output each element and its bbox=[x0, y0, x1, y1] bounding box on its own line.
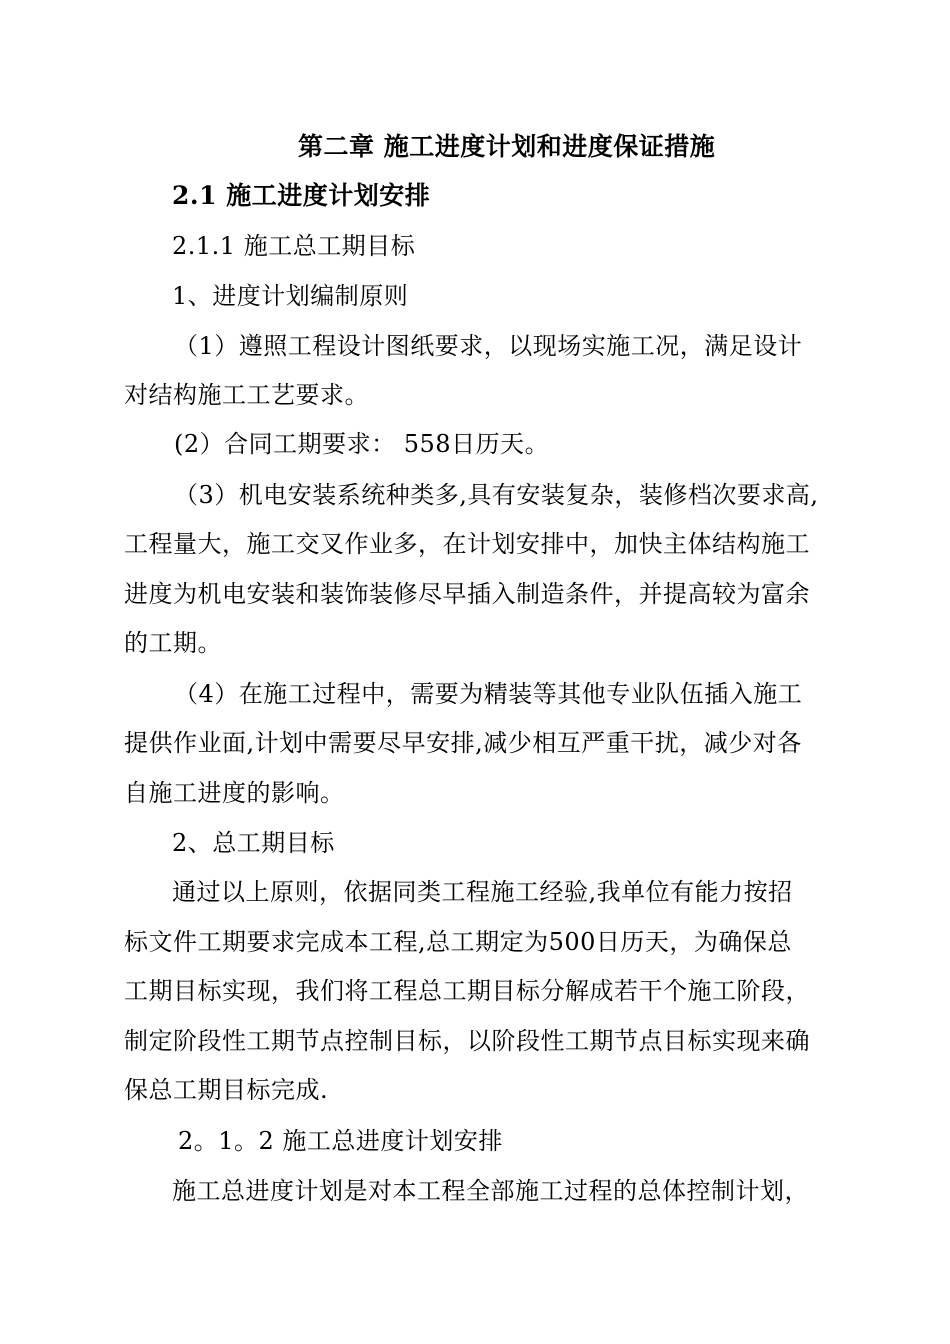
paragraph-line: 对结构施工工艺要求。 bbox=[124, 381, 369, 409]
chapter-title: 第二章 施工进度计划和进度保证措施 bbox=[298, 132, 716, 161]
paragraph-line: (2）合同工期要求： 558日历天。 bbox=[174, 430, 550, 458]
paragraph-line: 提供作业面,计划中需要尽早安排,减少相互严重干扰，减少对各 bbox=[124, 729, 802, 757]
paragraph-line: （4）在施工过程中，需要为精装等其他专业队伍插入施工 bbox=[174, 680, 803, 708]
paragraph-line: 标文件工期要求完成本工程,总工期定为500日历天，为确保总 bbox=[124, 928, 792, 956]
paragraph-line: 保总工期目标完成. bbox=[124, 1076, 329, 1104]
paragraph-line: 进度为机电安装和装饰装修尽早插入制造条件，并提高较为富余 bbox=[124, 580, 810, 608]
paragraph-line: （1）遵照工程设计图纸要求，以现场实施工况，满足设计 bbox=[174, 332, 803, 360]
paragraph-line: 工程量大，施工交叉作业多，在计划安排中，加快主体结构施工 bbox=[124, 530, 810, 558]
section-heading-2-1: 2.1 施工进度计划安排 bbox=[172, 181, 431, 210]
paragraph-line: 工期目标实现，我们将工程总工期目标分解成若干个施工阶段， bbox=[124, 977, 810, 1005]
section-heading-2-1-1: 2.1.1 施工总工期目标 bbox=[172, 232, 416, 260]
paragraph-line: 的工期。 bbox=[124, 629, 222, 657]
item-heading-1: 1、进度计划编制原则 bbox=[172, 282, 409, 310]
paragraph-line: （3）机电安装系统种类多,具有安装复杂，装修档次要求高, bbox=[174, 481, 819, 509]
item-heading-2: 2、总工期目标 bbox=[172, 829, 335, 857]
paragraph-line: 制定阶段性工期节点控制目标，以阶段性工期节点目标实现来确 bbox=[124, 1027, 810, 1055]
paragraph-line: 自施工进度的影响。 bbox=[124, 779, 345, 807]
section-heading-2-1-2: 2。1。2 施工总进度计划安排 bbox=[178, 1127, 503, 1155]
paragraph-line: 施工总进度计划是对本工程全部施工过程的总体控制计划， bbox=[172, 1177, 809, 1205]
paragraph-line: 通过以上原则，依据同类工程施工经验,我单位有能力按招 bbox=[172, 878, 793, 906]
